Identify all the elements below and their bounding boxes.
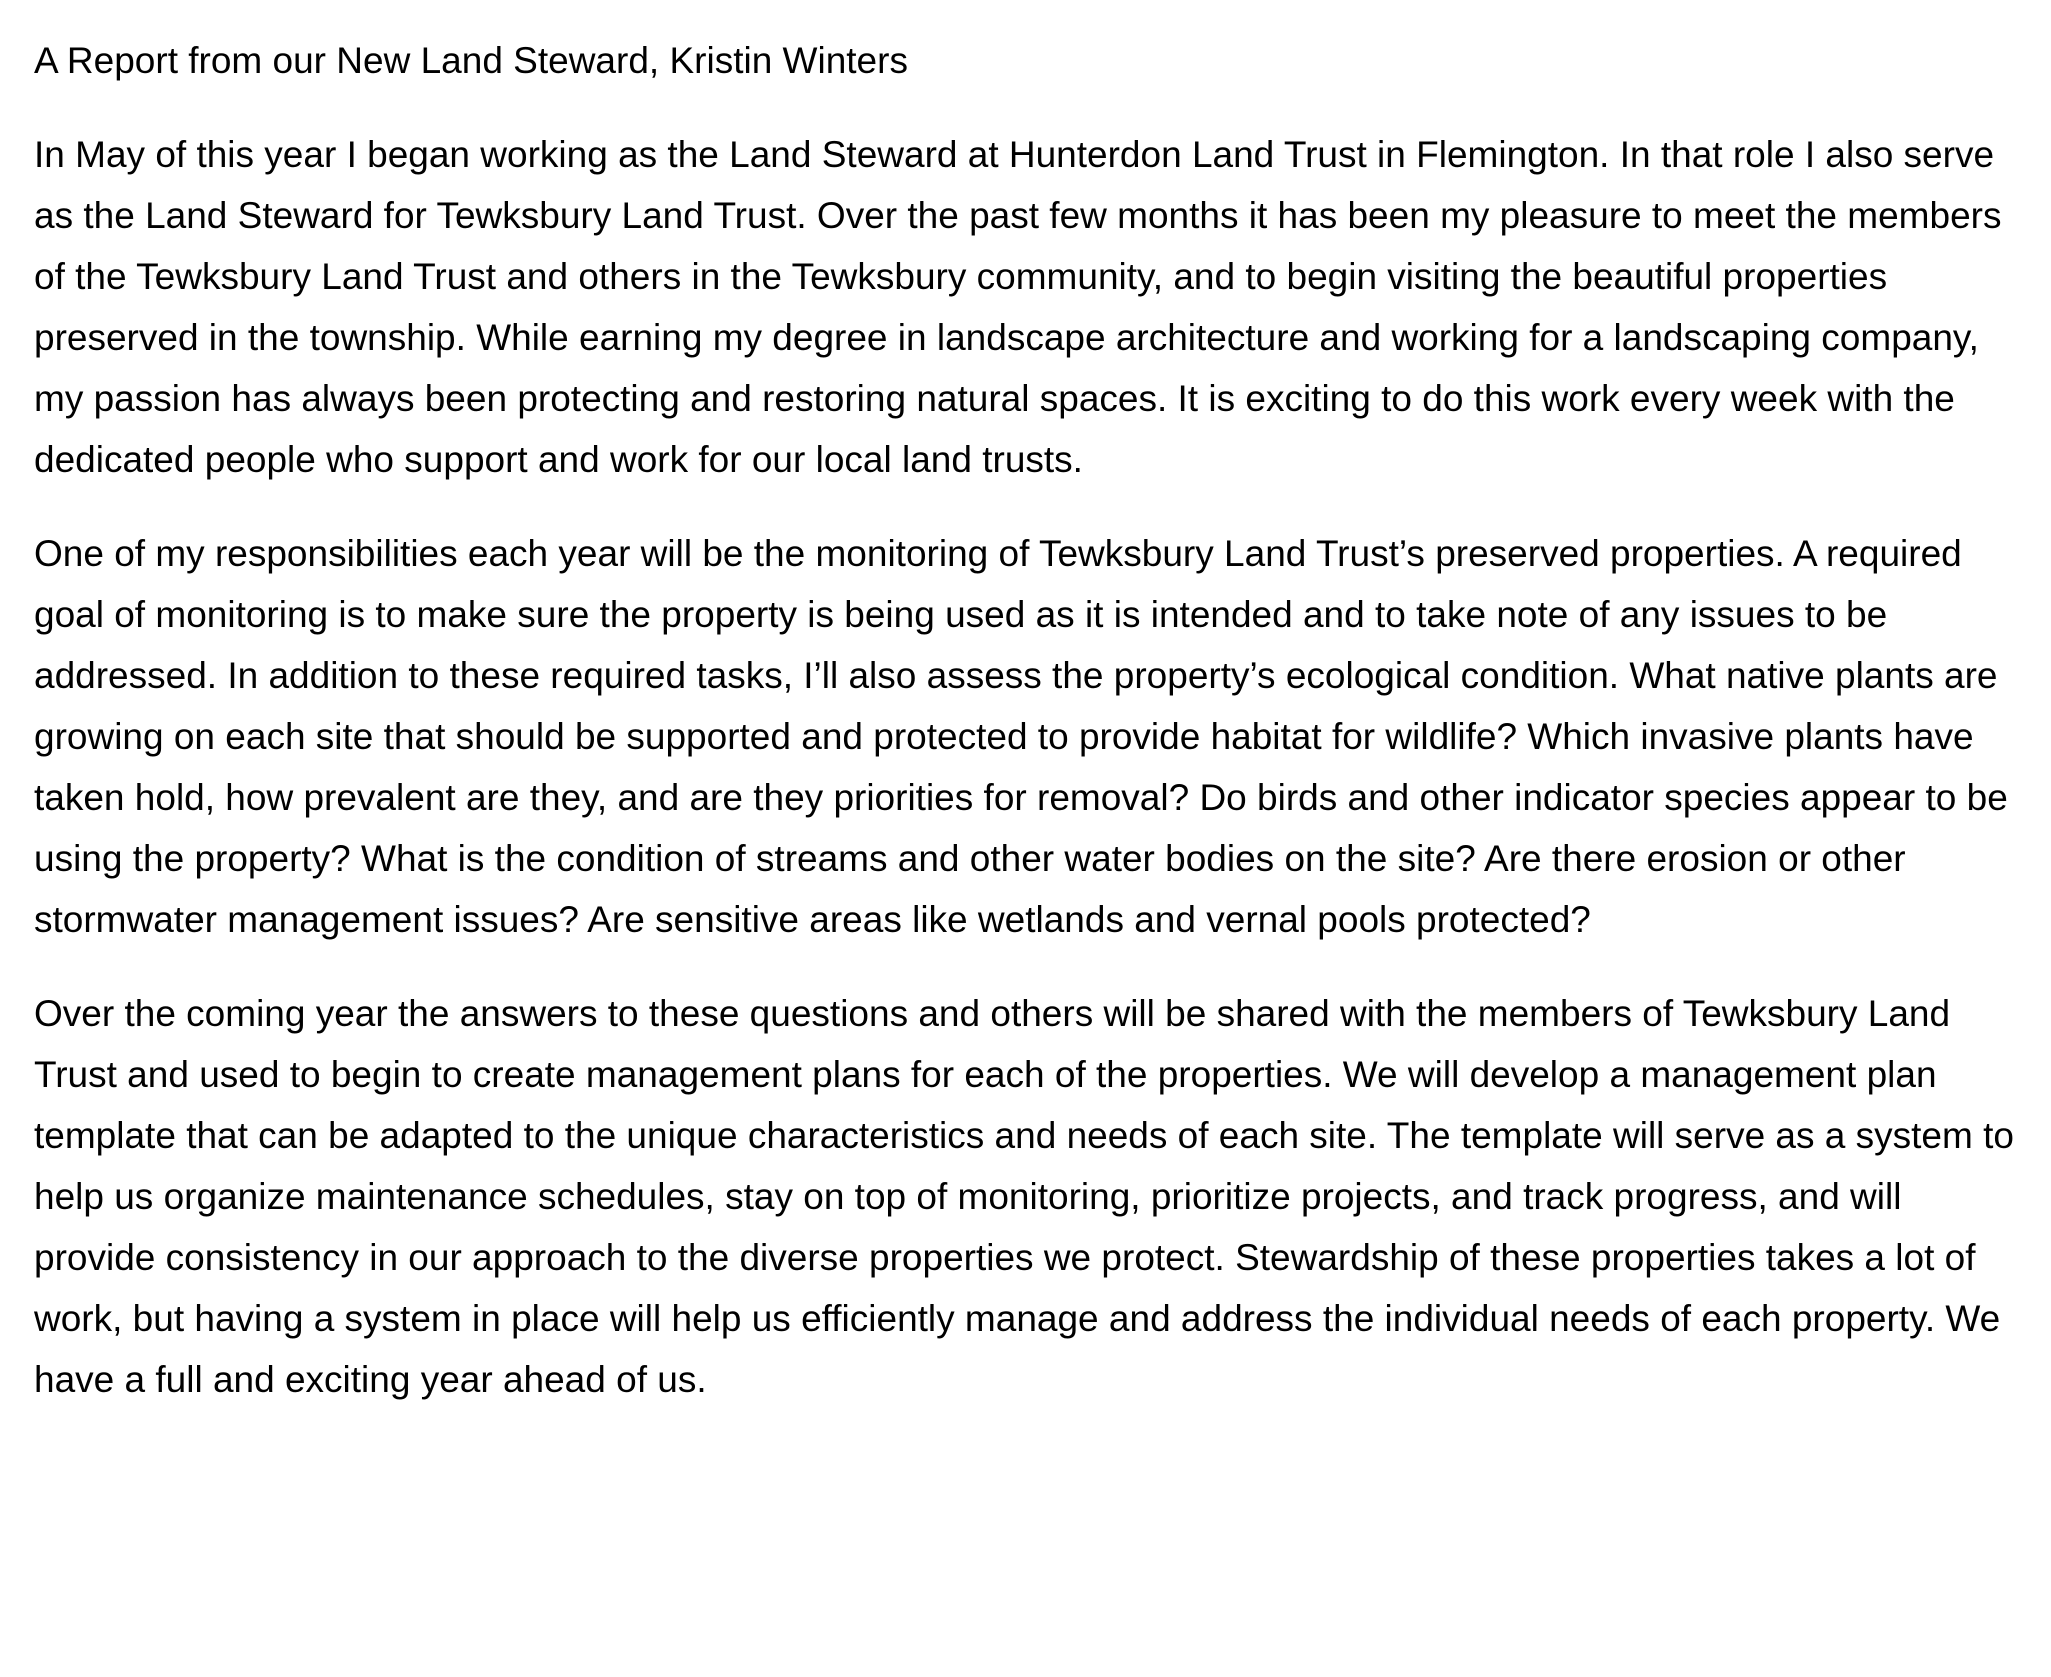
paragraph-introduction: In May of this year I began working as the Land Steward at Hunterdon Land Trust in Flemington. In that role I also serve as the Land Steward for Tewksbury Land Trust. Over the past few months it has been my pleasure to meet the members of the Tewksbury Land Trust and others in the Tewksbury community, and to begin visiting the beautiful properties preserved in the township. While earning my degree in landscape architecture and working for a landscaping company, my passion has always been protecting and restoring natural spaces. It is exciting to do this work every week with the dedicated people who support and work for our local land trusts. [34, 134, 2002, 480]
document-title: A Report from our New Land Steward, Kristin Winters [34, 40, 908, 81]
document-body [34, 30, 2024, 1410]
paragraph-management-plans: Over the coming year the answers to these questions and others will be shared with the members of Tewksbury Land Trust and used to begin to create management plans for each of the properties. We will develop a management plan template that can be adapted to the unique characteristics and needs of each site. The template will serve as a system to help us organize maintenance schedules, stay on top of monitoring, prioritize projects, and track progress, and will provide consistency in our approach to the diverse properties we protect. Stewardship of these properties takes a lot of work, but having a system in place will help us efficiently manage and address the individual needs of each property. We have a full and exciting year ahead of us. [34, 993, 2014, 1400]
paragraph-monitoring: One of my responsibilities each year will be the monitoring of Tewksbury Land Trust’s preserved properties. A required goal of monitoring is to make sure the property is being used as it is intended and to take note of any issues to be addressed. In addition to these required tasks, I’ll also assess the property’s ecological condition. What native plants are growing on each site that should be supported and protected to provide habitat for wildlife? Which invasive plants have taken hold, how prevalent are they, and are they priorities for removal? Do birds and other indicator species appear to be using the property? What is the condition of streams and other water bodies on the site? Are there erosion or other stormwater management issues? Are sensitive areas like wetlands and vernal pools protected? [34, 533, 2008, 940]
